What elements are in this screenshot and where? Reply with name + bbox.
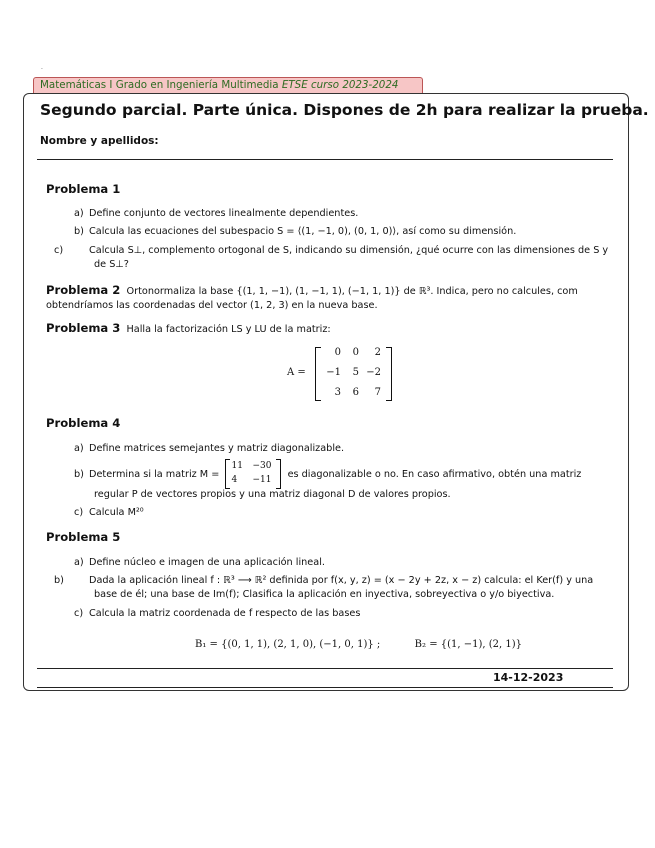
item-text: Calcula M²⁰: [89, 507, 144, 518]
matrix-cell: −1: [326, 367, 341, 378]
matrix-cell: 7: [374, 387, 381, 398]
matrix-cell: 2: [374, 347, 381, 358]
item-text: Calcula las ecuaciones del subespacio S = ⟨(1, −1, 0), (0, 1, 0)⟩, así como su dimensión.: [89, 226, 517, 237]
corner-dot: .: [41, 64, 43, 71]
item-text: Dada la aplicación lineal f : ℝ³ ⟶ ℝ² definida por f(x, y, z) = (x − 2y + 2z, x − z) calcula: el Ker(f) y una base de él; una base de Im(f); Clasifica la aplicación en inyectiva, sobreyectiva o y/o biyectiva.: [89, 575, 594, 600]
item-label: b): [54, 575, 64, 586]
matrix-right-bracket: [276, 459, 281, 489]
item-text-pre: Determina si la matriz M =: [89, 469, 220, 480]
matrix-right-bracket: [386, 347, 392, 401]
problem-2-text: Ortonormaliza la base {(1, 1, −1), (1, −1, 1), (−1, 1, 1)} de ℝ³. Indica, pero no calcules, com obtendríamos las coordenadas del vector (1, 2, 3) en la nueva base.: [46, 286, 578, 311]
exam-date: 14-12-2023: [493, 671, 564, 684]
problem-3: [46, 321, 614, 337]
footer-divider-top: [37, 668, 613, 669]
matrix-cell: 11: [231, 461, 243, 471]
matrix-left-bracket: [225, 459, 230, 489]
problem-4-item-b: [74, 459, 614, 490]
problem-3-title: Problema 3: [46, 321, 121, 335]
item-text: Calcula la matriz coordenada de f respecto de las bases: [89, 608, 361, 619]
name-field-label: Nombre y apellidos:: [40, 135, 159, 147]
item-label: b): [74, 469, 84, 480]
matrix-cell: 0: [334, 347, 341, 358]
matrix-cell: −30: [252, 461, 272, 471]
problem-1-item-b: [74, 225, 614, 239]
item-label: c): [54, 245, 64, 256]
item-text: Calcula S⊥, complemento ortogonal de S, indicando su dimensión, ¿qué ocurre con las dimensiones de S y de S⊥?: [89, 245, 609, 270]
basis-b2: B₂ = {(1, −1), (2, 1)}: [414, 639, 522, 650]
matrix-m: [225, 459, 281, 489]
matrix-a-name: A =: [287, 367, 306, 378]
footer-divider-bottom: [37, 687, 613, 688]
problem-4-item-c: [74, 506, 614, 520]
problem-1-item-a: [74, 207, 614, 221]
problem-5-item-c: [74, 607, 614, 621]
problem-1-item-c: [54, 244, 614, 272]
item-label: a): [74, 557, 84, 568]
problem-2: [46, 283, 614, 313]
item-label: a): [74, 443, 84, 454]
item-text: Define conjunto de vectores linealmente dependientes.: [89, 208, 359, 219]
basis-b1: B₁ = {(0, 1, 1), (2, 1, 0), (−1, 0, 1)} ;: [195, 639, 381, 650]
problem-3-text: Halla la factorización LS y LU de la matriz:: [126, 324, 331, 335]
school-year: ETSE curso 2023-2024: [281, 79, 399, 91]
exam-title: Segundo parcial. Parte única. Dispones de 2h para realizar la prueba.: [40, 101, 649, 119]
item-label: b): [74, 226, 84, 237]
matrix-cell: 4: [231, 475, 238, 485]
course-name: Matemáticas I Grado en Ingeniería Multimedia: [40, 79, 279, 91]
item-label: c): [74, 507, 84, 518]
matrix-cell: 6: [352, 387, 359, 398]
matrix-cell: 0: [352, 347, 359, 358]
item-label: c): [74, 608, 84, 619]
problem-5-item-a: [74, 556, 614, 570]
problem-4-item-a: [74, 442, 614, 456]
problem-1-title: Problema 1: [46, 182, 121, 196]
problem-4-item-b-cont: regular P de vectores propios y una matriz diagonal D de valores propios.: [94, 489, 451, 500]
matrix-cell: 3: [334, 387, 341, 398]
item-text: Define núcleo e imagen de una aplicación lineal.: [89, 557, 325, 568]
problem-5-item-b: [54, 574, 614, 602]
item-label: a): [74, 208, 84, 219]
course-header-tab: [33, 77, 423, 93]
matrix-left-bracket: [315, 347, 321, 401]
item-text-post: es diagonalizable o no. En caso afirmativo, obtén una matriz: [287, 469, 582, 480]
matrix-cell: 5: [352, 367, 359, 378]
item-text: Define matrices semejantes y matriz diagonalizable.: [89, 443, 345, 454]
matrix-cell: −2: [366, 367, 381, 378]
problem-5-title: Problema 5: [46, 530, 121, 544]
problem-5-bases: [195, 639, 522, 650]
name-divider: [37, 159, 613, 160]
problem-4-title: Problema 4: [46, 416, 121, 430]
matrix-cell: −11: [252, 475, 272, 485]
problem-2-title: Problema 2: [46, 283, 121, 297]
